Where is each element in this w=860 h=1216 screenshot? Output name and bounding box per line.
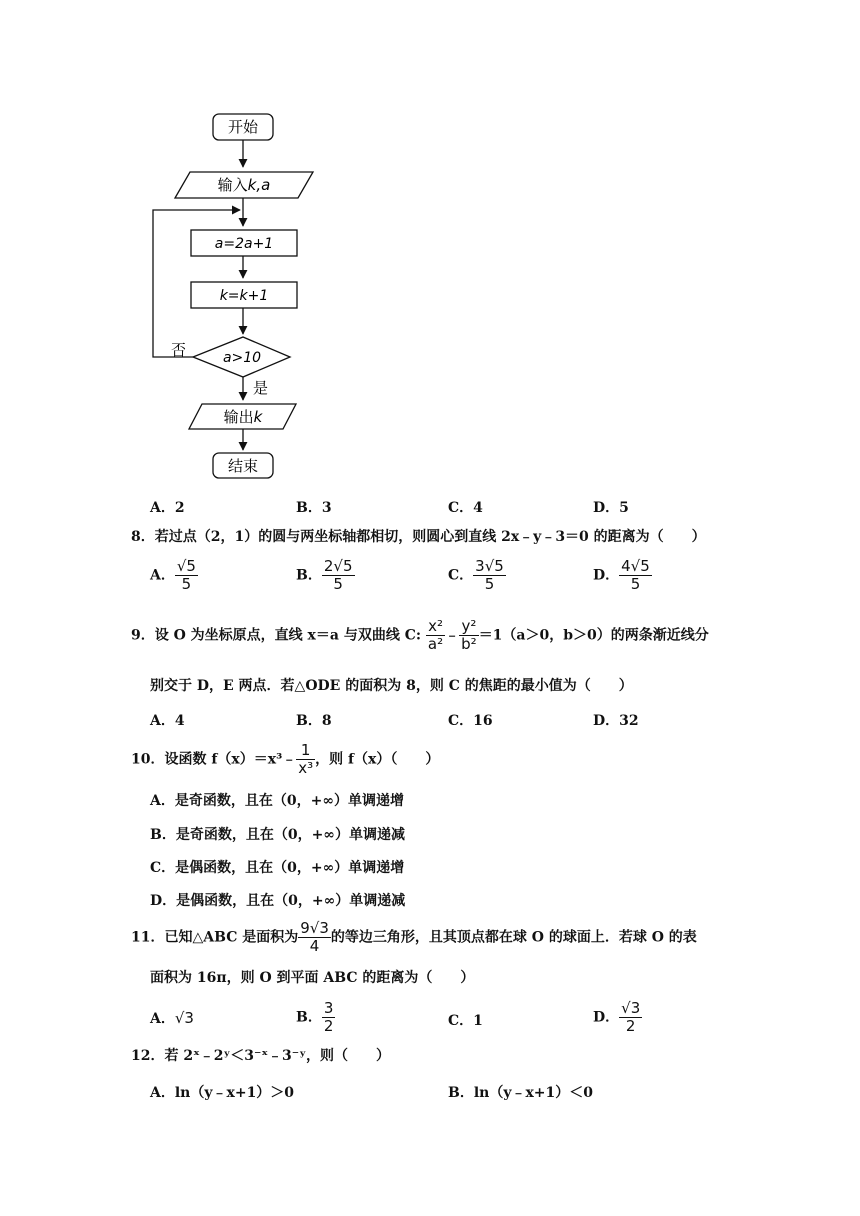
q11-option-c[interactable]: C．1 (448, 1013, 483, 1029)
q11-line1: 11．已知△ABC 是面积为 $\frac{9√3}{4}$ 的等边三角形，且其顶点都在球 O 的球面上．若球 O 的表 (131, 919, 697, 955)
step1-text: a=2a+1 (214, 236, 274, 252)
yes-label: 是 (253, 379, 269, 397)
q9-line1: 9．设 O 为坐标原点，直线 x＝a 与双曲线 C: $\frac{\text{x²}}{\text{a²}}$ ﹣ $\frac{\text{y²}}{\text{b²}}$ ＝1（a＞0，b＞0）的两条渐近线分 (131, 617, 709, 653)
q12-option-b[interactable]: B．ln（y﹣x+1）＜0 (448, 1085, 594, 1101)
q10-option-b[interactable]: B．是奇函数，且在（0，+∞）单调递减 (150, 827, 405, 843)
end-text: 结束 (227, 457, 259, 475)
q8-option-b[interactable]: B． $\frac{2√5}{5}$ (296, 557, 353, 593)
q10-option-c[interactable]: C．是偶函数，且在（0，+∞）单调递增 (150, 860, 405, 876)
q7-option-c[interactable]: C．4 (448, 500, 483, 516)
q11-option-d[interactable]: D． $\frac{√3}{2}$ (593, 999, 641, 1035)
q7-option-b[interactable]: B．3 (296, 500, 332, 516)
q10-option-a[interactable]: A．是奇函数，且在（0，+∞）单调递增 (150, 793, 404, 809)
q9-option-b[interactable]: B．8 (296, 713, 332, 729)
q9-line2: 别交于 D，E 两点．若△ODE 的面积为 8，则 C 的焦距的最小值为（ ） (150, 678, 633, 694)
q8-option-a[interactable]: A． $\frac{√5}{5}$ (150, 557, 196, 593)
output-text: 输出k (223, 408, 263, 426)
q10-option-d[interactable]: D．是偶函数，且在（0，+∞）单调递减 (150, 893, 406, 909)
q11-option-b[interactable]: B． $\frac{3}{2}$ (296, 999, 334, 1035)
flowchart (140, 105, 340, 485)
q10-text: 10．设函数 f（x）＝x³﹣ $\frac{1}{\text{x³}}$ ，则 f（x）（ ） (131, 741, 440, 777)
q9-option-d[interactable]: D．32 (593, 713, 639, 729)
q11-line2: 面积为 16π，则 O 到平面 ABC 的距离为（ ） (150, 970, 475, 986)
q11-option-a[interactable]: A．√3 (150, 1009, 194, 1027)
q7-option-d[interactable]: D．5 (593, 500, 629, 516)
q9-option-a[interactable]: A．4 (150, 713, 185, 729)
no-label: 否 (171, 341, 187, 359)
input-text: 输入k,a (217, 176, 271, 194)
start-text: 开始 (227, 118, 259, 136)
q9-option-c[interactable]: C．16 (448, 713, 493, 729)
q8-option-d[interactable]: D． $\frac{4√5}{5}$ (593, 557, 650, 593)
q12-text: 12．若 2ˣ﹣2ʸ＜3⁻ˣ﹣3⁻ʸ，则（ ） (131, 1048, 390, 1064)
q7-option-a[interactable]: A．2 (150, 500, 185, 516)
decision-text: a>10 (222, 350, 262, 366)
step2-text: k=k+1 (219, 288, 269, 304)
q12-option-a[interactable]: A．ln（y﹣x+1）＞0 (150, 1085, 295, 1101)
q8-text: 8．若过点（2，1）的圆与两坐标轴都相切，则圆心到直线 2x﹣y﹣3＝0 的距离为（ ） (131, 529, 706, 545)
q8-option-c[interactable]: C． $\frac{3√5}{5}$ (448, 557, 504, 593)
